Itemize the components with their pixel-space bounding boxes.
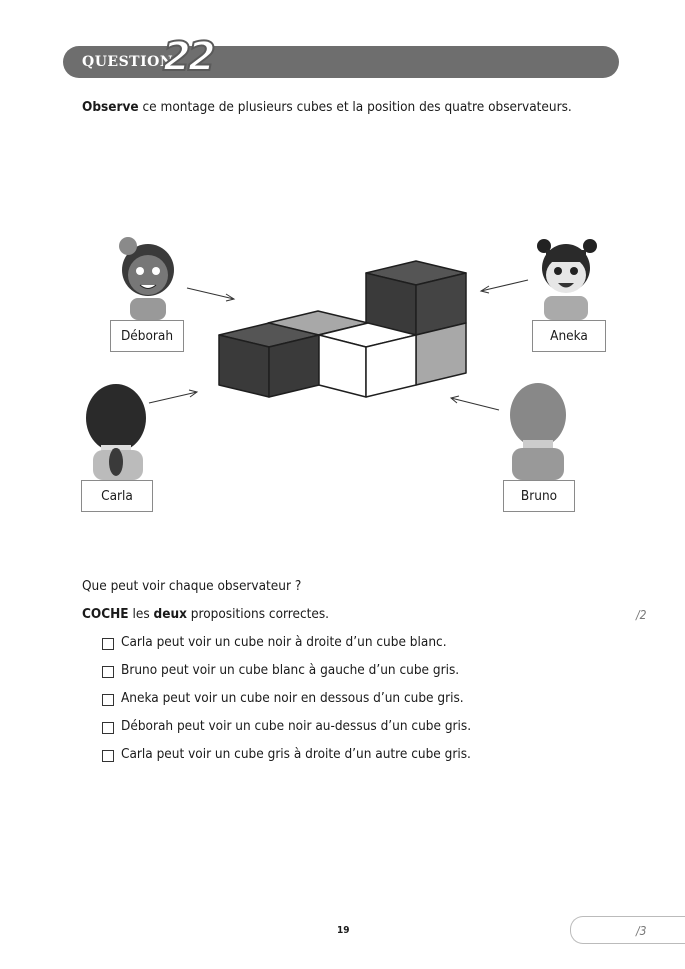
label-aneka: Aneka [532, 320, 606, 352]
coche-deux: deux [153, 606, 187, 622]
option-label: Carla peut voir un cube noir à droite d’un cube blanc. [121, 634, 447, 650]
arrow-deborah [187, 288, 234, 299]
option-checkbox[interactable] [102, 694, 114, 706]
arrow-bruno [451, 398, 499, 410]
option-label: Aneka peut voir un cube noir en dessous d’un cube gris. [121, 690, 464, 706]
coche-word: COCHE [82, 606, 129, 622]
score-tab [570, 916, 685, 944]
option-item[interactable] [102, 746, 471, 774]
option-checkbox[interactable] [102, 722, 114, 734]
cube-assembly [219, 261, 466, 397]
question-number: 22 [163, 34, 213, 80]
option-item[interactable] [102, 690, 471, 718]
option-label: Carla peut voir un cube gris à droite d’un autre cube gris. [121, 746, 471, 762]
bruno-figure [510, 383, 566, 480]
arrow-carla [149, 392, 197, 403]
label-bruno: Bruno [503, 480, 575, 512]
option-checkbox[interactable] [102, 750, 114, 762]
arrow-aneka [481, 280, 528, 291]
option-label: Bruno peut voir un cube blanc à gauche d’un cube gris. [121, 662, 460, 678]
score-question: /2 [636, 608, 647, 622]
instruction-rest: ce montage de plusieurs cubes et la position des quatre observateurs. [138, 99, 572, 115]
score-total: /3 [636, 924, 647, 938]
aneka-figure [537, 239, 597, 320]
option-checkbox[interactable] [102, 638, 114, 650]
option-item[interactable] [102, 634, 471, 662]
carla-figure [86, 384, 146, 480]
page-number: 19 [337, 925, 350, 936]
option-checkbox[interactable] [102, 666, 114, 678]
options-list [102, 634, 471, 774]
coche-rest: propositions correctes. [186, 606, 330, 622]
question-text: Que peut voir chaque observateur ? [82, 578, 302, 594]
label-deborah: Déborah [110, 320, 184, 352]
instruction-bold: Observe [82, 99, 139, 115]
option-item[interactable] [102, 718, 471, 746]
label-carla: Carla [81, 480, 153, 512]
coche-instruction [82, 606, 329, 622]
option-item[interactable] [102, 662, 471, 690]
option-label: Déborah peut voir un cube noir au-dessus d’un cube gris. [121, 718, 472, 734]
deborah-figure [119, 237, 174, 320]
question-label: QUESTION [82, 54, 174, 70]
coche-mid: les [128, 606, 154, 622]
